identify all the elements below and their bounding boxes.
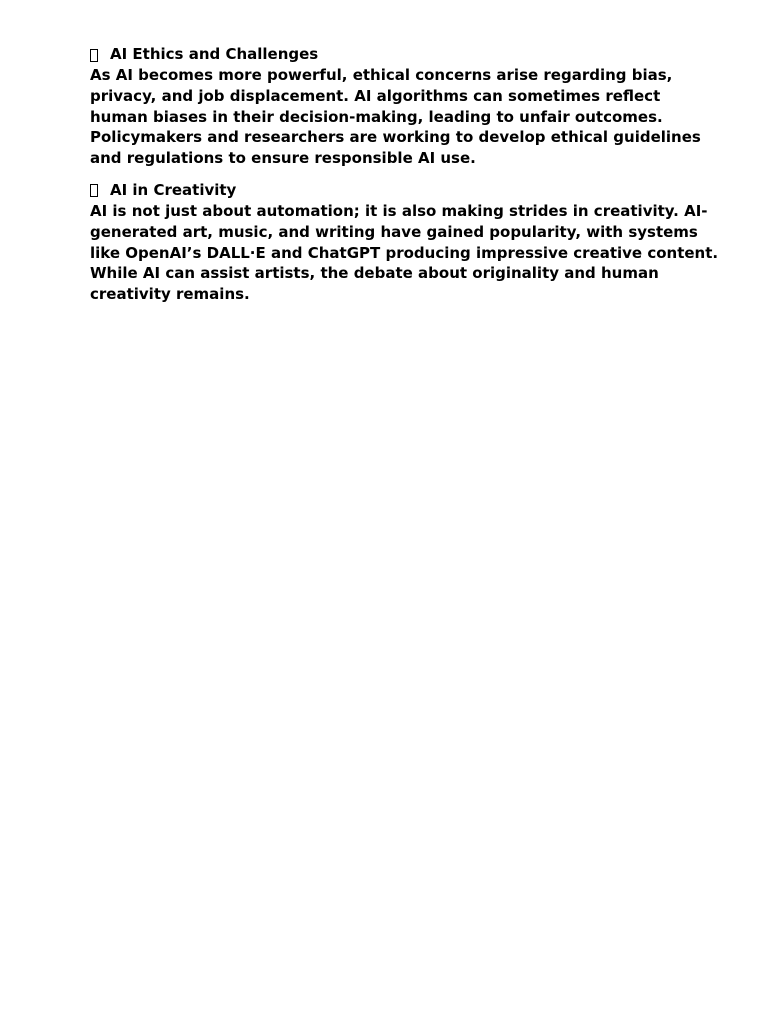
section-body: AI is not just about automation; it is also making strides in creativity. AI- generated art, music, and writing have gained popularity, with systems like OpenAI’s DALL·E and ChatGPT producing impressive creative content. While AI can assist artists, the debate about originality and human creativity remains. xyxy=(90,201,719,304)
section-title: AI Ethics and Challenges xyxy=(110,45,319,63)
missing-glyph-icon xyxy=(90,49,98,62)
section-ai-creativity xyxy=(90,180,730,305)
section-ai-ethics xyxy=(90,44,730,169)
section-title: AI in Creativity xyxy=(110,180,237,199)
missing-glyph-icon xyxy=(90,184,98,197)
section-heading xyxy=(90,180,730,201)
document-page xyxy=(90,44,730,305)
section-heading xyxy=(90,44,730,65)
section-body: As AI becomes more powerful, ethical concerns arise regarding bias, privacy, and job displacement. AI algorithms can sometimes reflect human biases in their decision-making, leading to unfair outcomes. Policymakers and researchers are working to develop ethical guidelines and regulations to ensure responsible AI use. xyxy=(90,66,701,168)
